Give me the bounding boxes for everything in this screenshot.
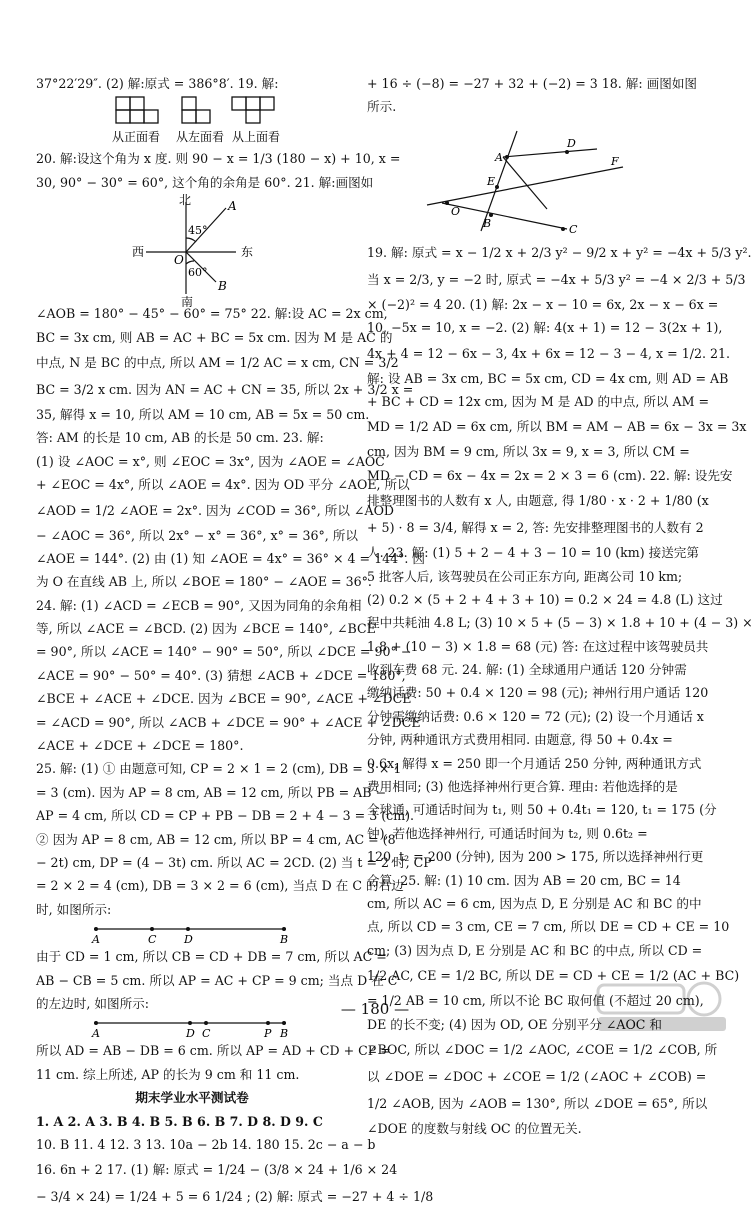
answer-line: 10. B 11. 4 12. 3 13. 10a − 2b 14. 180 15. 2c − a − b [36,1136,376,1152]
section-title: 期末学业水平测试卷 [135,1090,249,1106]
point-label: E [487,174,496,188]
text-line: 合算. 25. 解: (1) 10 cm. 因为 AB = 20 cm, BC = 14 [367,872,681,888]
three-views-svg [36,95,348,147]
text-line: cm; (3) 因为点 D, E 分别是 AC 和 BC 的中点, 所以 CD = [367,942,703,958]
text-line: 答: AM 的长是 10 cm, AB 的长是 50 cm. 23. 解: [36,430,324,446]
text-line: 钟), 若他选择神州行, 可通话时间为 t₂, 则 0.6t₂ = [367,825,648,841]
text-line: 分钟, 两种通讯方式费用相同. 由题意, 得 50 + 0.4x = [367,732,673,748]
point-label: D [186,1027,195,1041]
text-line: AB − CB = 5 cm. 所以 AP = AC + CP = 9 cm; 当点 D 在 C [36,972,398,988]
text-line: 120, t₂ = 200 (分钟), 因为 200 > 175, 所以选择神州行更 [367,849,704,865]
answer-line: 1. A 2. A 3. B 4. B 5. B 6. B 7. D 8. D 9. C [36,1113,323,1129]
text-line: 所以 AD = AB − DB = 6 cm. 所以 AP = AD + CD + CP = [36,1043,391,1059]
geometry-figure [367,119,677,239]
point-label: C [569,222,578,236]
text-line: + ∠EOC = 4x°, 所以 ∠AOE = 4x°. 因为 OD 平分 ∠AOE, 所以 [36,477,410,493]
text-line: = 90°, 所以 ∠ACE = 140° − 90° = 50°, 所以 ∠DCE = 90° − [36,644,412,660]
text-line: + 16 ÷ (−8) = −27 + 32 + (−2) = 3 18. 解: 画图如图 [367,76,698,91]
point-label: B [483,216,492,230]
west-label: 西 [132,245,145,260]
text-line: = ∠ACD = 90°, 所以 ∠ACB + ∠DCE = 90° + ∠ACE + ∠DCE [36,714,421,730]
text-line: ② 因为 AP = 8 cm, AB = 12 cm, 所以 BP = 4 cm, AC = (8 [36,831,396,847]
text-line: cm, 所以 AC = 6 cm, 因为点 D, E 分别是 AC 和 BC 的中 [367,895,702,911]
segment-figure-2 [36,1015,348,1039]
text-line: ∠BOC, 所以 ∠DOC = 1/2 ∠AOC, ∠COE = 1/2 ∠COB, 所 [367,1041,718,1057]
text-line: 全球通, 可通话时间为 t₁, 则 50 + 0.4t₁ = 120, t₁ = 175 (分 [367,802,717,818]
text-line: (2) 0.2 × (5 + 2 + 4 + 3 + 10) = 0.2 × 24 = 4.8 (L) 这过 [367,591,723,607]
point-label: D [567,136,576,150]
text-line: 35, 解得 x = 10, 所以 AM = 10 cm, AB = 5x = 50 cm. [36,406,370,422]
text-line: ∠ACE = 90° − 50° = 40°. (3) 猜想 ∠ACB + ∠DCE = 180°, [36,667,406,683]
text-line: 当 x = 2/3, y = −2 时, 原式 = −4x + 5/3 y² = −4 × 2/3 + 5/3 [367,271,746,287]
south-label: 南 [181,295,194,310]
text-line: 点, 所以 CD = 3 cm, CE = 7 cm, 所以 DE = CD + CE = 10 [367,919,730,935]
answer-line: − 3/4 × 24) = 1/24 + 5 = 6 1/24 ; (2) 解: 原式 = −27 + 4 ÷ 1/8 [36,1189,434,1205]
east-label: 东 [241,245,254,260]
text-line: 0.6x, 解得 x = 250 即一个月通话 250 分钟, 两种通讯方式 [367,755,702,771]
text-line: BC = 3/2 x cm. 因为 AN = AC + CN = 35, 所以 2x + 3/2 x = [36,381,414,397]
text-line: 37°22′29″. (2) 解:原式 = 386°8′. 19. 解: [36,76,279,91]
text-line: 由于 CD = 1 cm, 所以 CB = CD + DB = 7 cm, 所以 AC = [36,949,387,965]
text-line: BC = 3x cm, 则 AB = AC + BC = 5x cm. 因为 M 是 AC 的 [36,329,393,345]
text-line: 的左边时, 如图所示: [36,995,149,1011]
angle-60-label: 60° [188,266,208,280]
text-line: 以 ∠DOE = ∠DOC + ∠COE = 1/2 (∠AOC + ∠COB) = [367,1068,707,1084]
text-line: + BC + CD = 12x cm, 因为 M 是 AD 的中点, 所以 AM = [367,393,710,409]
text-line: 30, 90° − 30° = 60°, 这个角的余角是 60°. 21. 解:画图如 [36,174,374,190]
point-label: P [264,1027,272,1041]
point-label: C [202,1027,211,1041]
point-a-label: A [228,199,237,214]
text-line: 缴纳话费: 50 + 0.4 × 120 = 98 (元); 神州行用户通话 120 [367,685,709,701]
three-views-figure [36,95,348,147]
point-label: B [280,1027,289,1041]
segment-svg-1 [36,921,348,945]
text-line: 1/2 AC, CE = 1/2 BC, 所以 DE = CD + CE = 1/2 (AC + BC) [367,968,740,984]
geometry-svg [367,119,677,239]
segment-svg-2 [36,1015,348,1039]
text-line: ∠BCE + ∠ACE + ∠DCE. 因为 ∠BCE = 90°, ∠ACE + ∠DCE [36,691,412,707]
text-line: MD − CD = 6x − 4x = 2x = 2 × 3 = 6 (cm). 22. 解: 设先安 [367,467,733,483]
text-line: 费用相同; (3) 他选择神州行更合算. 理由: 若他选择的是 [367,779,678,795]
watermark-logo [592,977,732,1035]
text-line: = 2 × 2 = 4 (cm), DB = 3 × 2 = 6 (cm), 当点 D 在 C 的右边 [36,878,404,894]
segment-figure-1 [36,921,348,945]
point-label: A [495,150,503,164]
text-line: MD = 1/2 AD = 6x cm, 所以 BM = AM − AB = 6x − 3x = 3x [367,419,747,435]
text-line: 排整理图书的人数有 x 人, 由题意, 得 1/80 · x · 2 + 1/80 (x [367,493,709,509]
text-line: 10, −5x = 10, x = −2. (2) 解: 4(x + 1) = 12 − 3(2x + 1), [367,320,723,336]
point-b-label: B [218,279,227,294]
point-label: A [92,933,100,947]
text-line: 程中共耗油 4.8 L; (3) 10 × 5 + (5 − 3) × 1.8 + 10 + (4 − 3) × [367,615,753,631]
text-line: 19. 解: 原式 = x − 1/2 x + 2/3 y² − 9/2 x + y² = −4x + 5/3 y². [367,244,752,260]
text-line: 人. 23. 解: (1) 5 + 2 − 4 + 3 − 10 = 10 (km) 接送完第 [367,545,699,561]
origin-label: O [174,253,184,268]
text-line: AP = 4 cm, 所以 CD = CP + PB − DB = 2 + 4 − 3 = 3 (cm). [36,808,415,824]
point-label: D [184,933,193,947]
text-line: 分钟需缴纳话费: 0.6 × 120 = 72 (元); (2) 设一个月通话 x [367,708,704,724]
text-line: 等, 所以 ∠ACE = ∠BCD. (2) 因为 ∠BCE = 140°, ∠BCE [36,621,376,637]
text-line: 所示. [367,99,397,115]
text-line: − 2t) cm, DP = (4 − 3t) cm. 所以 AC = 2CD. (2) 当 t = 2 时, CP [36,854,432,870]
text-line: 收到车费 68 元. 24. 解: (1) 全球通用户通话 120 分钟需 [367,662,687,678]
text-line: 1/2 ∠AOB, 因为 ∠AOB = 130°, 所以 ∠DOE = 65°, 所以 [367,1095,708,1111]
text-line: cm, 因为 BM = 9 cm, 所以 3x = 9, x = 3, 所以 CM = [367,444,690,460]
page-number: — 180 — [340,1000,410,1018]
text-line: 20. 解:设这个角为 x 度. 则 90 − x = 1/3 (180 − x) + 10, x = [36,151,401,167]
text-line: ∠ACE + ∠DCE + ∠DCE = 180°. [36,738,244,754]
text-line: ∠AOE = 144°. (2) 由 (1) 知 ∠AOE = 4x° = 36° × 4 = 144°. 因 [36,550,426,566]
compass-svg [36,193,348,310]
text-line: 5 批客人后, 该驾驶员在公司正东方向, 距离公司 10 km; [367,568,683,584]
text-line: + 5) · 8 = 3/4, 解得 x = 2, 答: 先安排整理图书的人数有 2 [367,520,704,536]
point-label: A [92,1027,100,1041]
text-line: 25. 解: (1) ① 由题意可知, CP = 2 × 1 = 2 (cm), DB = 3 × 1 [36,761,402,777]
text-line: DE 的长不变; (4) 因为 OD, OE 分别平分 ∠AOC 和 [367,1016,663,1032]
text-line: − ∠AOC = 36°, 所以 2x° − x° = 36°, x° = 36°, 所以 [36,527,358,543]
top-view-label: 从上面看 [232,130,281,145]
north-label: 北 [179,193,192,208]
point-label: C [148,933,157,947]
text-line: 1.8 + (10 − 3) × 1.8 = 68 (元) 答: 在这过程中该驾驶员共 [367,638,709,654]
point-label: O [451,204,461,218]
text-line: ∠DOE 的度数与射线 OC 的位置无关. [367,1120,582,1136]
text-line: 解: 设 AB = 3x cm, BC = 5x cm, CD = 4x cm, 则 AD = AB [367,370,729,386]
point-label: B [280,933,289,947]
text-line: 为 O 在直线 AB 上, 所以 ∠BOE = 180° − ∠AOE = 36°. [36,574,372,590]
text-line: = 3 (cm). 因为 AP = 8 cm, AB = 12 cm, 所以 PB = AB − [36,784,387,800]
text-line: 时, 如图所示: [36,901,112,917]
compass-figure [36,193,348,310]
text-line: 11 cm. 综上所述, AP 的长为 9 cm 和 11 cm. [36,1066,300,1082]
text-line: = 1/2 AB = 10 cm, 所以不论 BC 取何值 (不超过 20 cm), [367,993,704,1009]
angle-45-label: 45° [188,224,208,238]
text-line: ∠AOD = 1/2 ∠AOE = 2x°. 因为 ∠COD = 36°, 所以 ∠AOD [36,502,394,518]
answer-line: 16. 6n + 2 17. (1) 解: 原式 = 1/24 − (3/8 × 24 + 1/6 × 24 [36,1162,398,1178]
point-label: F [611,154,619,168]
text-line: 4x + 4 = 12 − 6x − 3, 4x + 6x = 12 − 3 − 4, x = 1/2. 21. [367,345,731,361]
left-column [36,72,434,1210]
front-view-label: 从正面看 [112,130,161,145]
text-line: (1) 设 ∠AOC = x°, 则 ∠EOC = 3x°, 因为 ∠AOE = ∠AOC [36,453,385,469]
text-line: ∠AOB = 180° − 45° − 60° = 75° 22. 解:设 AC = 2x cm, [36,306,388,322]
text-line: × (−2)² = 4 20. (1) 解: 2x − x − 10 = 6x, 2x − x − 6x = [367,296,719,312]
left-view-label: 从左面看 [176,130,225,145]
text-line: 中点, N 是 BC 的中点, 所以 AM = 1/2 AC = x cm, CN = 3/2 [36,354,399,370]
text-line: 24. 解: (1) ∠ACD = ∠ECB = 90°, 又因为同角的余角相 [36,597,362,613]
